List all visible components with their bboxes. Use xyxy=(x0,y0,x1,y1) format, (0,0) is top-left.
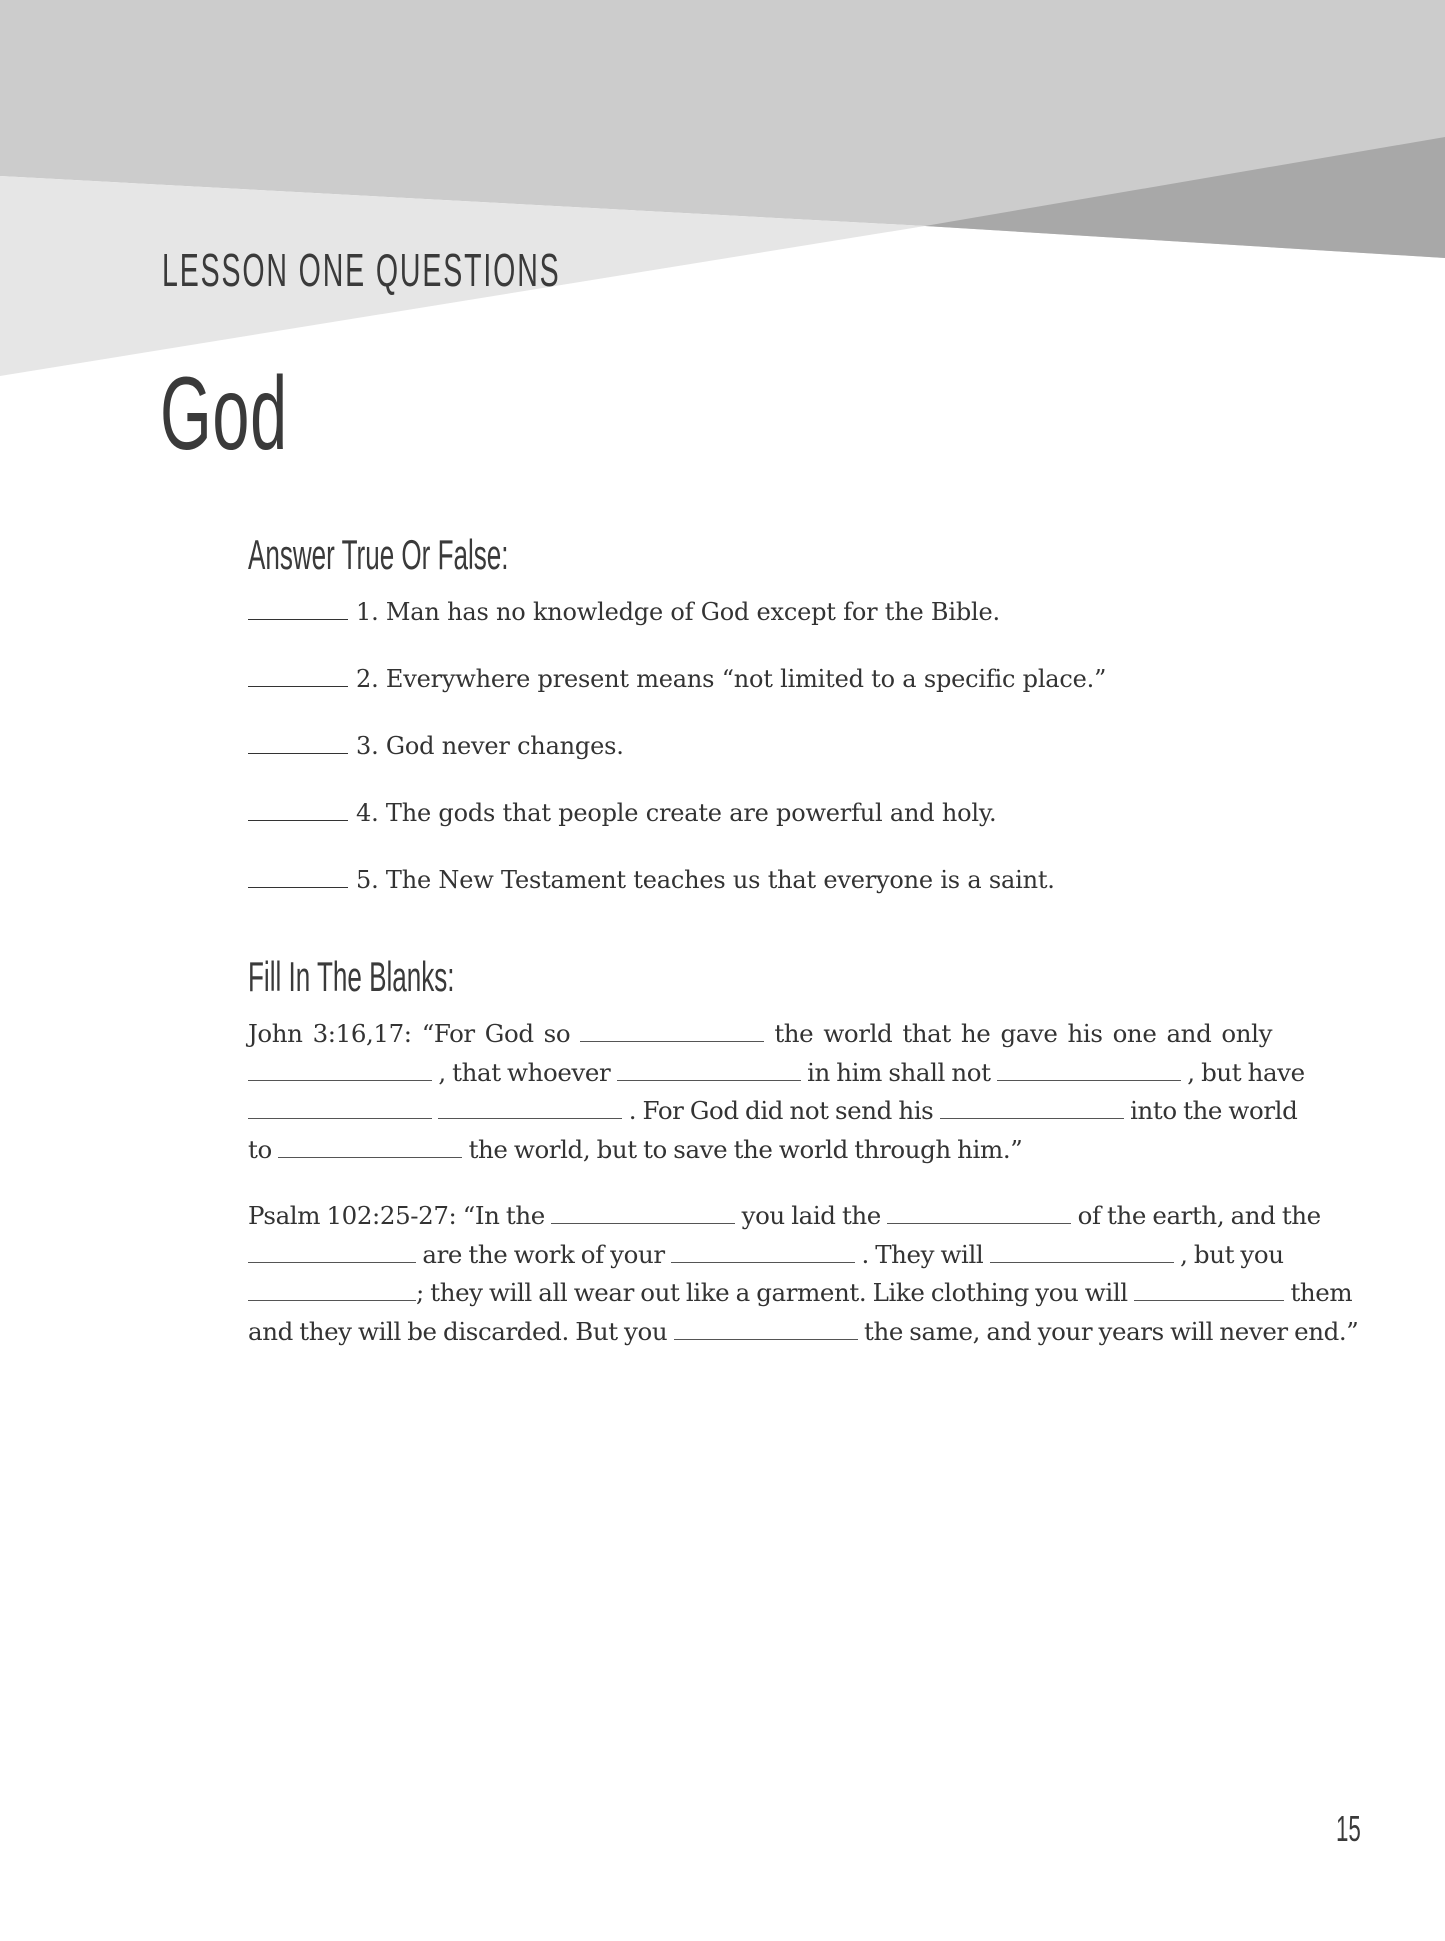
answer-blank[interactable] xyxy=(248,798,348,821)
tf-question: 3. God never changes. xyxy=(248,731,624,761)
fill-blank[interactable] xyxy=(248,1058,432,1081)
passage-line: Psalm 102:25-27: “In the you laid the of the earth, and the xyxy=(248,1201,1321,1230)
tf-question: 1. Man has no knowledge of God except for the Bible. xyxy=(248,597,1000,627)
passage-line: , that whoever in him shall not , but have xyxy=(248,1054,1272,1093)
fill-blank[interactable] xyxy=(940,1096,1124,1119)
fill-blank[interactable] xyxy=(617,1058,801,1081)
fill-blank[interactable] xyxy=(1134,1278,1284,1301)
tf-question: 4. The gods that people create are powerful and holy. xyxy=(248,798,996,828)
fill-blank[interactable] xyxy=(551,1201,735,1224)
page-title: God xyxy=(160,356,288,472)
header-banner xyxy=(0,0,1445,380)
fill-blank[interactable] xyxy=(248,1278,416,1301)
true-false-heading: Answer True Or False: xyxy=(248,531,509,578)
fill-blank[interactable] xyxy=(278,1135,462,1158)
fill-blank[interactable] xyxy=(997,1058,1181,1081)
answer-blank[interactable] xyxy=(248,664,348,687)
lesson-label: LESSON ONE QUESTIONS xyxy=(162,244,561,296)
fill-blank[interactable] xyxy=(671,1240,855,1263)
psalm-passage xyxy=(248,1197,1359,1351)
fill-blank[interactable] xyxy=(674,1317,858,1340)
fill-blank[interactable] xyxy=(438,1096,622,1119)
passage-line: are the work of your . They will , but you xyxy=(248,1236,1272,1275)
tf-question: 5. The New Testament teaches us that everyone is a saint. xyxy=(248,865,1055,895)
fill-blank[interactable] xyxy=(248,1096,432,1119)
passage-line: and they will be discarded. But you the same, and your years will never end.” xyxy=(248,1316,1359,1346)
answer-blank[interactable] xyxy=(248,731,348,754)
tf-question: 2. Everywhere present means “not limited to a specific place.” xyxy=(248,664,1106,694)
fill-blank[interactable] xyxy=(990,1240,1174,1263)
john-passage xyxy=(248,1015,1305,1169)
passage-line: . For God did not send his into the world xyxy=(248,1092,1272,1131)
fill-blank[interactable] xyxy=(887,1201,1071,1224)
passage-line: John 3:16,17: “For God so the world that he gave his one and only xyxy=(248,1019,1273,1048)
fill-blank[interactable] xyxy=(580,1019,764,1042)
passage-line: to the world, but to save the world through him.” xyxy=(248,1134,1023,1164)
answer-blank[interactable] xyxy=(248,597,348,620)
answer-blank[interactable] xyxy=(248,865,348,888)
page-number: 15 xyxy=(1336,1808,1361,1849)
fill-blanks-heading: Fill In The Blanks: xyxy=(248,953,455,1000)
passage-line: ; they will all wear out like a garment. Like clothing you will them xyxy=(248,1274,1272,1313)
fill-blank[interactable] xyxy=(248,1240,416,1263)
